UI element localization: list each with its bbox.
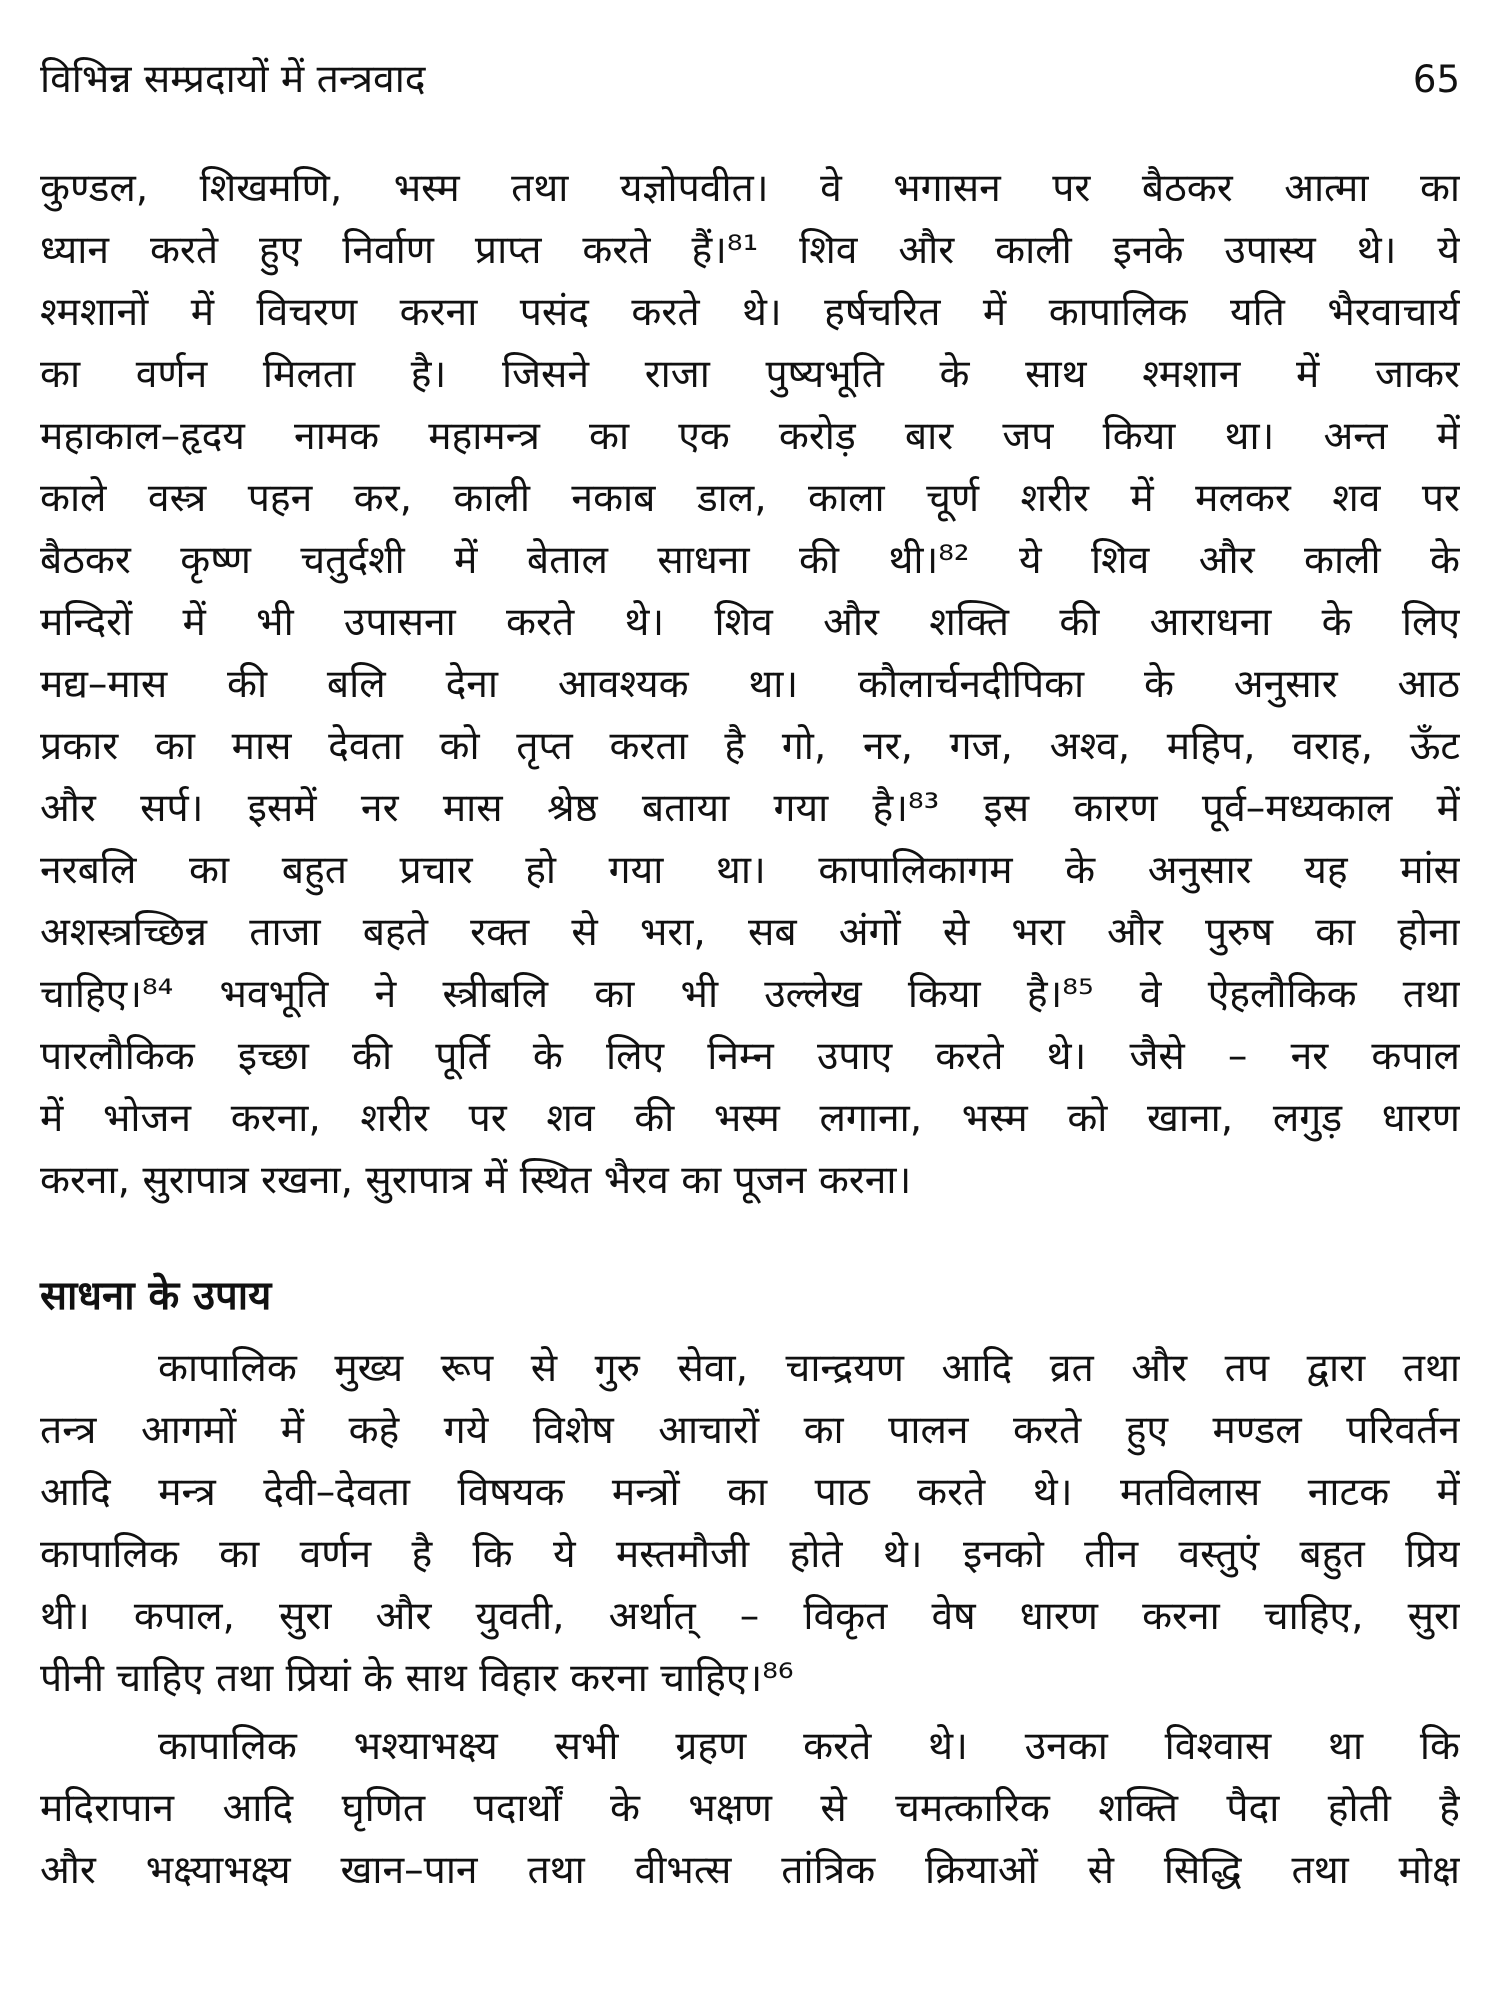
running-title: विभिन्न सम्प्रदायों में तन्त्रवाद bbox=[40, 57, 426, 102]
text-line: करना, सुरापात्र रखना, सुरापात्र में स्थित भैरव का पूजन करना। bbox=[40, 1158, 912, 1203]
text-line: का वर्णन मिलता है। जिसने राजा पुष्यभूति के साथ श्मशान में जाकर bbox=[40, 352, 1460, 397]
text-line: आदि मन्त्र देवी–देवता विषयक मन्त्रों का पाठ करते थे। मतविलास नाटक में bbox=[40, 1470, 1460, 1515]
text-line: श्मशानों में विचरण करना पसंद करते थे। हर्षचरित में कापालिक यति भैरवाचार्य bbox=[40, 290, 1460, 335]
paragraph-2 bbox=[40, 1338, 1460, 1710]
page-number: 65 bbox=[1412, 58, 1460, 101]
text-line: बैठकर कृष्ण चतुर्दशी में बेताल साधना की थी।⁸² ये शिव और काली के bbox=[40, 538, 1460, 583]
text-line: पीनी चाहिए तथा प्रियां के साथ विहार करना चाहिए।⁸⁶ bbox=[40, 1656, 794, 1701]
text-line: ध्यान करते हुए निर्वाण प्राप्त करते हैं।⁸¹ शिव और काली इनके उपास्य थे। ये bbox=[40, 228, 1460, 273]
text-line: चाहिए।⁸⁴ भवभूति ने स्त्रीबलि का भी उल्लेख किया है।⁸⁵ वे ऐहलौकिक तथा bbox=[40, 972, 1460, 1017]
text-line: कुण्डल, शिखमणि, भस्म तथा यज्ञोपवीत। वे भगासन पर बैठकर आत्मा का bbox=[40, 166, 1460, 211]
running-head bbox=[40, 52, 1460, 112]
text-line: में भोजन करना, शरीर पर शव की भस्म लगाना, भस्म को खाना, लगुड़ धारण bbox=[40, 1096, 1460, 1141]
text-line: और सर्प। इसमें नर मास श्रेष्ठ बताया गया है।⁸³ इस कारण पूर्व–मध्यकाल में bbox=[40, 786, 1460, 831]
paragraph-1 bbox=[40, 158, 1460, 1212]
text-line: तन्त्र आगमों में कहे गये विशेष आचारों का पालन करते हुए मण्डल परिवर्तन bbox=[40, 1408, 1460, 1453]
text-line: प्रकार का मास देवता को तृप्त करता है गो, नर, गज, अश्व, महिप, वराह, ऊँट bbox=[40, 724, 1460, 769]
page-body bbox=[40, 158, 1460, 1902]
text-line: अशस्त्रच्छिन्न ताजा बहते रक्त से भरा, सब अंगों से भरा और पुरुष का होना bbox=[40, 910, 1460, 955]
text-line: महाकाल–हृदय नामक महामन्त्र का एक करोड़ बार जप किया था। अन्त में bbox=[40, 414, 1460, 459]
text-line: और भक्ष्याभक्ष्य खान–पान तथा वीभत्स तांत्रिक क्रियाओं से सिद्धि तथा मोक्ष bbox=[40, 1848, 1460, 1893]
text-line: कापालिक भश्याभक्ष्य सभी ग्रहण करते थे। उनका विश्वास था कि bbox=[158, 1724, 1460, 1769]
text-line: नरबलि का बहुत प्रचार हो गया था। कापालिकागम के अनुसार यह मांस bbox=[40, 848, 1460, 893]
text-line: कापालिक का वर्णन है कि ये मस्तमौजी होते थे। इनको तीन वस्तुएं बहुत प्रिय bbox=[40, 1532, 1460, 1577]
text-line: पारलौकिक इच्छा की पूर्ति के लिए निम्न उपाए करते थे। जैसे – नर कपाल bbox=[40, 1034, 1460, 1079]
text-line: थी। कपाल, सुरा और युवती, अर्थात् – विकृत वेष धारण करना चाहिए, सुरा bbox=[40, 1594, 1460, 1639]
text-line: काले वस्त्र पहन कर, काली नकाब डाल, काला चूर्ण शरीर में मलकर शव पर bbox=[40, 476, 1460, 521]
text-line: कापालिक मुख्य रूप से गुरु सेवा, चान्द्रयण आदि व्रत और तप द्वारा तथा bbox=[158, 1346, 1460, 1391]
text-line: मद्य–मास की बलि देना आवश्यक था। कौलार्चनदीपिका के अनुसार आठ bbox=[40, 662, 1460, 707]
paragraph-3 bbox=[40, 1716, 1460, 1902]
section-heading: साधना के उपाय bbox=[40, 1273, 272, 1319]
text-line: मदिरापान आदि घृणित पदार्थों के भक्षण से चमत्कारिक शक्ति पैदा होती है bbox=[40, 1786, 1460, 1831]
text-line: मन्दिरों में भी उपासना करते थे। शिव और शक्ति की आराधना के लिए bbox=[40, 600, 1460, 645]
